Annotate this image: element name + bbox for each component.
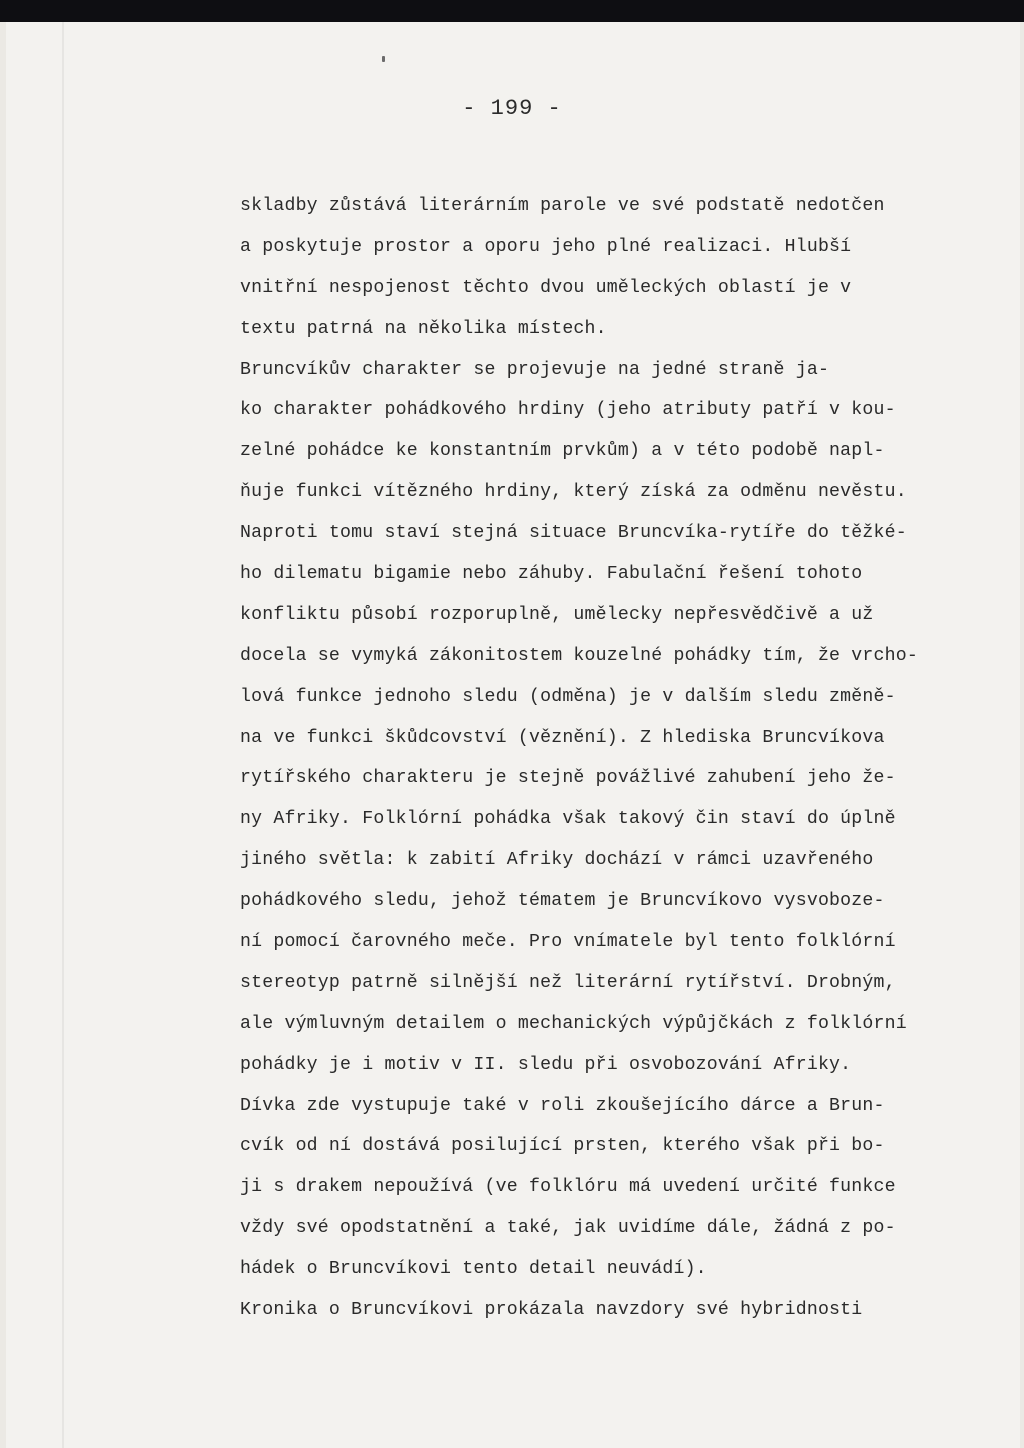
text-line: Kronika o Bruncvíkovi prokázala navzdory své hybridnosti	[240, 1300, 863, 1321]
text-line: na ve funkci škůdcovství (věznění). Z hlediska Bruncvíkova	[240, 727, 885, 748]
text-line: textu patrná na několika místech.	[240, 318, 607, 339]
text-line: Bruncvíkův charakter se projevuje na jedné straně ja-	[240, 359, 830, 380]
text-line: vždy své opodstatnění a také, jak uvidíme dále, žádná z po-	[240, 1218, 896, 1239]
text-line: rytířského charakteru je stejně povážlivé zahubení jeho že-	[240, 768, 896, 789]
text-line: a poskytuje prostor a oporu jeho plné realizaci. Hlubší	[240, 236, 852, 257]
text-line: skladby zůstává literárním parole ve své podstatě nedotčen	[240, 196, 885, 216]
text-line: cvík od ní dostává posilující prsten, kterého však při bo-	[240, 1136, 885, 1157]
text-line: ny Afriky. Folklórní pohádka však takový čin staví do úplně	[240, 809, 896, 830]
text-line: pohádky je i motiv v II. sledu při osvobozování Afriky.	[240, 1054, 852, 1075]
text-line: jiného světla: k zabití Afriky dochází v rámci uzavřeného	[240, 850, 874, 871]
text-line: zelné pohádce ke konstantním prvkům) a v této podobě napl-	[240, 441, 885, 462]
text-line: vnitřní nespojenost těchto dvou uměleckých oblastí je v	[240, 277, 852, 298]
text-line: ho dilematu bigamie nebo záhuby. Fabulační řešení tohoto	[240, 564, 863, 585]
ink-speck	[382, 56, 385, 62]
page-number: - 199 -	[462, 96, 562, 121]
text-line: ko charakter pohádkového hrdiny (jeho atributy patří v kou-	[240, 400, 896, 421]
text-line: Naproti tomu staví stejná situace Bruncvíka-rytíře do těžké-	[240, 523, 907, 544]
text-line: hádek o Bruncvíkovi tento detail neuvádí).	[240, 1259, 707, 1280]
text-line: lová funkce jednoho sledu (odměna) je v dalším sledu změně-	[240, 686, 896, 707]
text-line: Dívka zde vystupuje také v roli zkoušejícího dárce a Brun-	[240, 1095, 885, 1116]
text-line: ji s drakem nepoužívá (ve folklóru má uvedení určité funkce	[240, 1177, 896, 1198]
body-text	[240, 186, 1024, 1331]
text-line: pohádkového sledu, jehož tématem je Bruncvíkovo vysvoboze-	[240, 891, 885, 912]
margin-fold-line	[62, 22, 64, 1448]
scan-top-edge	[0, 0, 1024, 22]
text-line: stereotyp patrně silnější než literární rytířství. Drobným,	[240, 972, 896, 993]
text-line: ní pomocí čarovného meče. Pro vnímatele byl tento folklórní	[240, 932, 896, 953]
text-line: ňuje funkci vítězného hrdiny, který získá za odměnu nevěstu.	[240, 482, 907, 503]
text-line: ale výmluvným detailem o mechanických výpůjčkách z folklórní	[240, 1013, 907, 1034]
text-line: konfliktu působí rozporuplně, umělecky nepřesvědčivě a už	[240, 604, 874, 625]
text-line: docela se vymyká zákonitostem kouzelné pohádky tím, že vrcho-	[240, 645, 918, 666]
